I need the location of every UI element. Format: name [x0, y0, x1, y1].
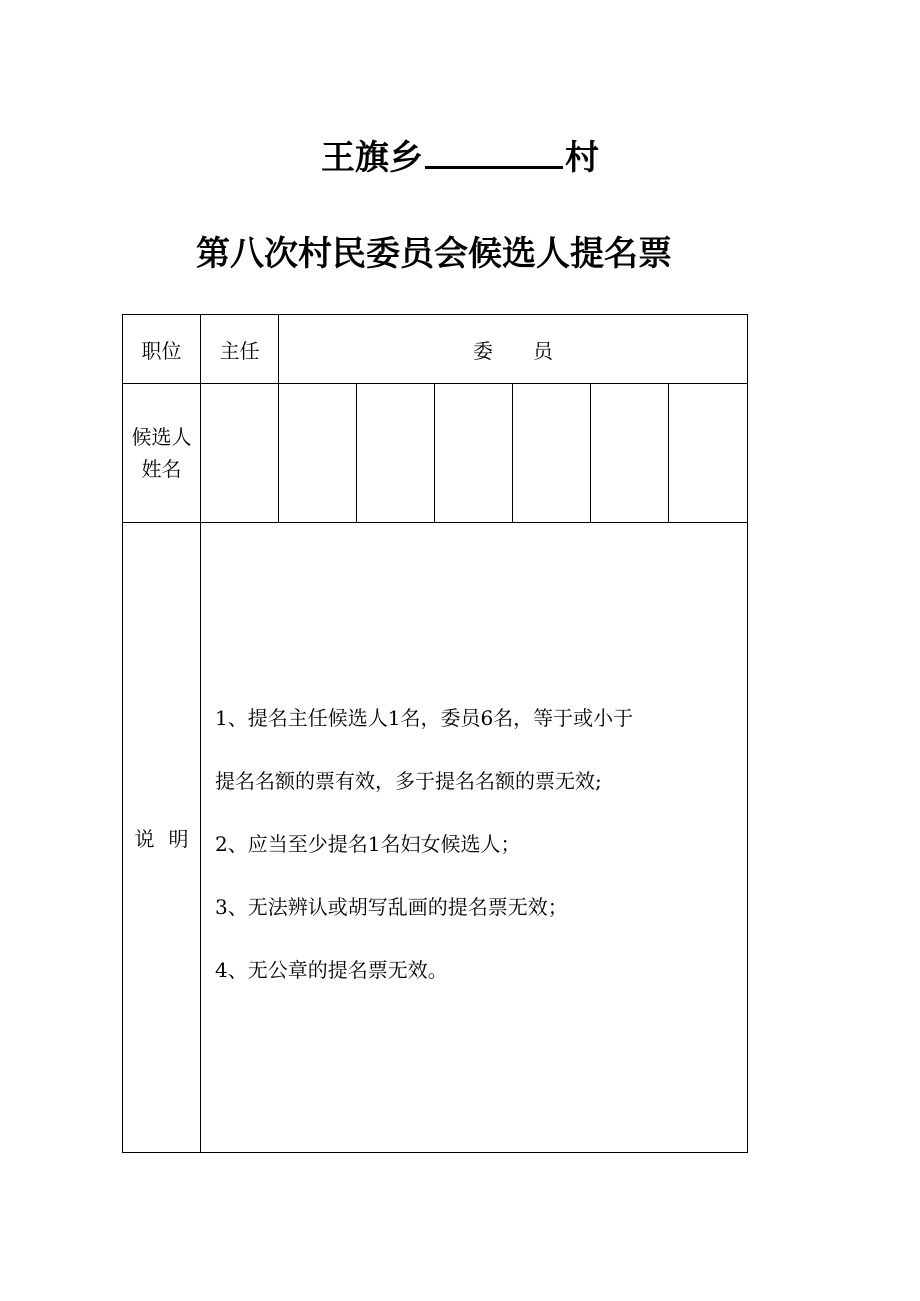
- member-candidate-cell-3[interactable]: [435, 384, 513, 523]
- ballot-subtitle: 第八次村民委员会候选人提名票: [196, 234, 672, 274]
- explain-char1: 说: [134, 827, 155, 851]
- candidate-name-label: [123, 384, 201, 523]
- candidate-label-line1: 候选人: [131, 425, 192, 449]
- member-candidate-cell-4[interactable]: [513, 384, 591, 523]
- position-header: 职位: [123, 315, 201, 384]
- member-candidate-cell-2[interactable]: [357, 384, 435, 523]
- member-candidate-cell-6[interactable]: [669, 384, 748, 523]
- candidate-label-line2: 姓名: [141, 457, 182, 481]
- header-row: [123, 315, 748, 384]
- director-header: 主任: [201, 315, 279, 384]
- candidate-row: [123, 384, 748, 523]
- township-name: 王旗乡: [321, 138, 423, 178]
- ballot-title-village: [0, 132, 920, 182]
- village-name-blank[interactable]: [425, 132, 563, 169]
- note-item: 4、无公章的提名票无效。: [215, 958, 448, 982]
- notes-row: [123, 523, 748, 1153]
- member-candidate-cell-5[interactable]: [591, 384, 669, 523]
- note-item: 3、无法辨认或胡写乱画的提名票无效；: [215, 895, 568, 919]
- member-candidate-cell-1[interactable]: [279, 384, 357, 523]
- member-header: [279, 315, 748, 384]
- explain-char2: 明: [168, 827, 189, 851]
- note-item: 2、应当至少提名1名妇女候选人；: [215, 832, 521, 856]
- member-header-char2: 员: [533, 338, 553, 363]
- director-candidate-cell[interactable]: [201, 384, 279, 523]
- note-item: 提名名额的票有效，多于提名名额的票无效;: [215, 769, 602, 793]
- village-suffix: 村: [565, 138, 599, 178]
- member-header-char1: 委: [473, 338, 493, 363]
- note-item: 1、提名主任候选人1名，委员6名，等于或小于: [215, 706, 634, 730]
- explanation-label: [123, 523, 201, 1153]
- explanation-notes: [201, 523, 748, 1153]
- nomination-table: [122, 314, 748, 1153]
